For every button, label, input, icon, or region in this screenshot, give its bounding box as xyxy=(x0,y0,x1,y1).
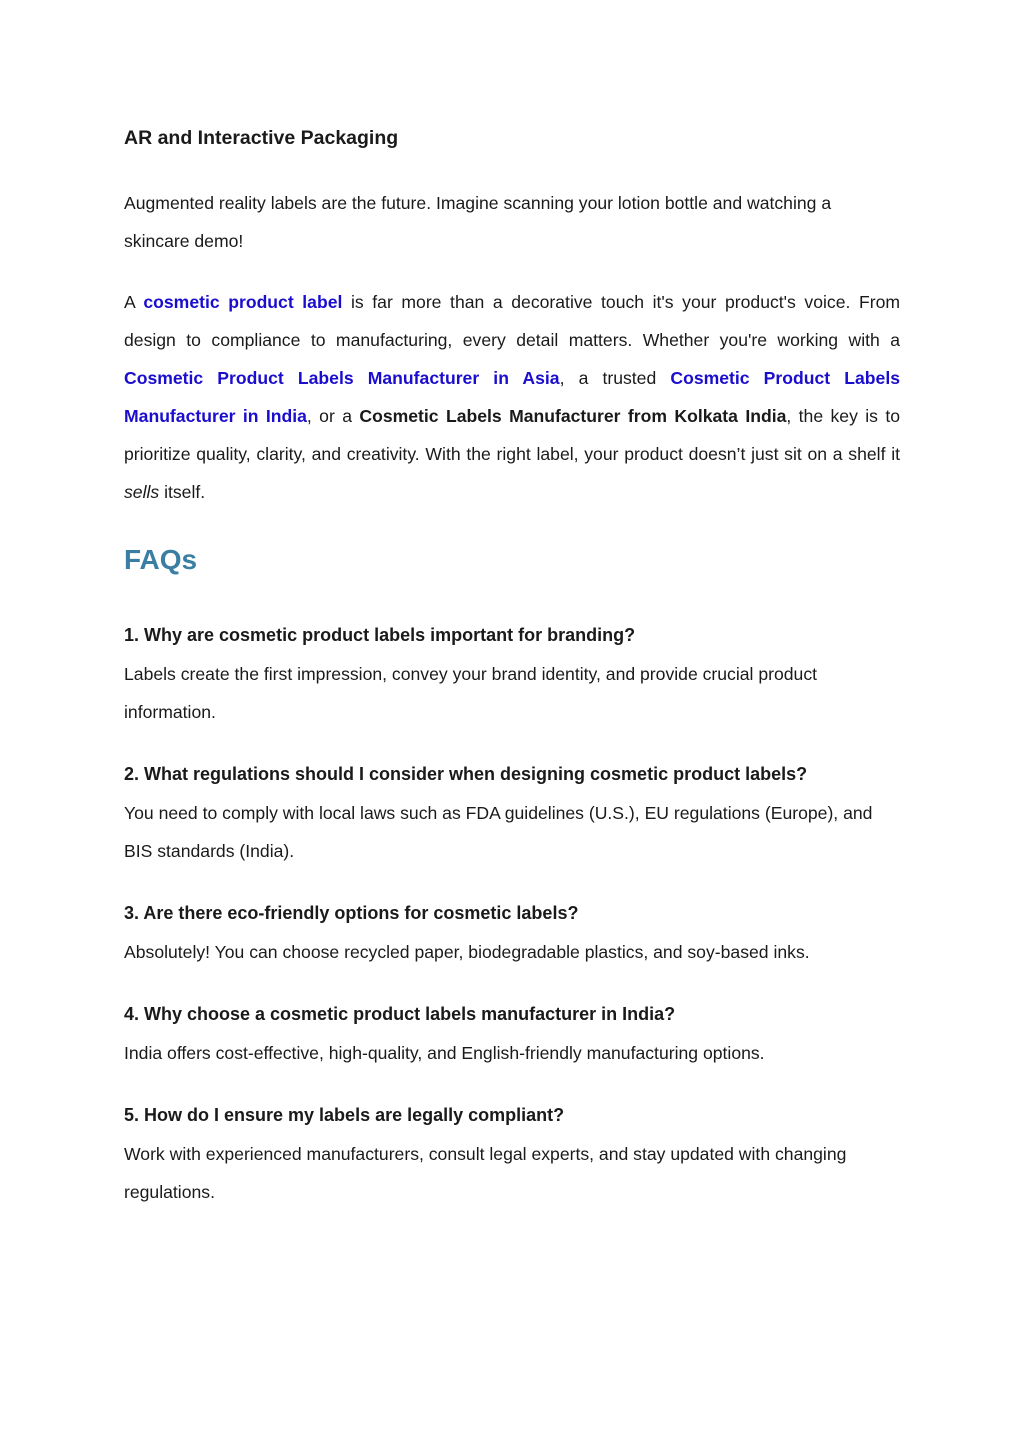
sells-italic: sells xyxy=(124,482,160,502)
kolkata-manufacturer-bold: Cosmetic Labels Manufacturer from Kolkata India xyxy=(359,406,787,426)
faq-question: 2. What regulations should I consider when designing cosmetic product labels? xyxy=(124,764,808,784)
faq-answer: Absolutely! You can choose recycled paper, biodegradable plastics, and soy-based inks. xyxy=(124,942,810,962)
conclusion-paragraph xyxy=(124,283,900,511)
cosmetic-product-label-link[interactable]: cosmetic product label xyxy=(143,292,343,312)
faq-answer: Labels create the first impression, convey your brand identity, and provide crucial product information. xyxy=(124,664,818,722)
conclusion-text: A xyxy=(124,292,144,312)
faq-answer: India offers cost-effective, high-quality, and English-friendly manufacturing options. xyxy=(124,1043,765,1063)
conclusion-text: is far more than a decorative touch it's your product's voice. From design to compliance to manufacturing, every detail matters. Whether you're working with a xyxy=(124,292,901,350)
conclusion-text: itself. xyxy=(159,482,206,502)
faq-answer: You need to comply with local laws such as FDA guidelines (U.S.), EU regulations (Europe), and BIS standards (India). xyxy=(124,803,873,861)
conclusion-text: , a trusted xyxy=(559,368,671,388)
conclusion-text: , or a xyxy=(306,406,360,426)
manufacturer-asia-link[interactable]: Cosmetic Product Labels Manufacturer in Asia xyxy=(124,368,560,388)
faq-answer: Work with experienced manufacturers, consult legal experts, and stay updated with changing regulations. xyxy=(124,1144,847,1202)
section-heading: AR and Interactive Packaging xyxy=(124,127,399,149)
intro-paragraph: Augmented reality labels are the future. Imagine scanning your lotion bottle and watching a skincare demo! xyxy=(124,193,832,251)
faq-question: 1. Why are cosmetic product labels important for branding? xyxy=(124,625,636,645)
faq-question: 4. Why choose a cosmetic product labels manufacturer in India? xyxy=(124,1004,676,1024)
conclusion-text: , the key is to prioritize quality, clarity, and creativity. With the right label, your product doesn’t just sit on a shelf it xyxy=(124,406,901,464)
manufacturer-india-link[interactable]: Cosmetic Product Labels Manufacturer in India xyxy=(124,368,901,426)
faq-question: 3. Are there eco-friendly options for cosmetic labels? xyxy=(124,903,579,923)
faq-heading: FAQs xyxy=(124,544,198,575)
faq-question: 5. How do I ensure my labels are legally compliant? xyxy=(124,1105,565,1125)
